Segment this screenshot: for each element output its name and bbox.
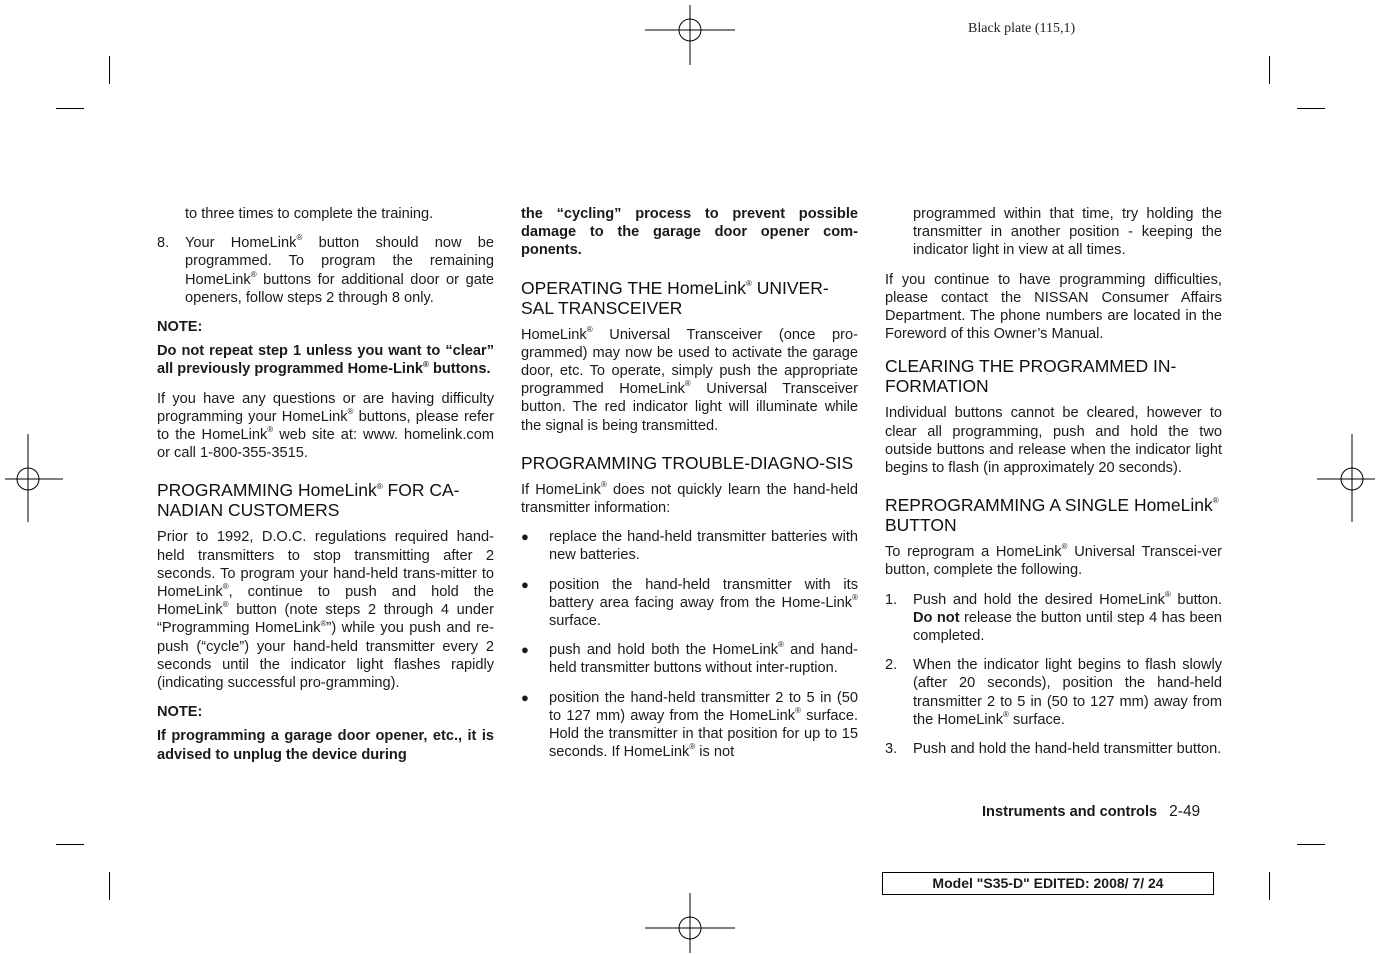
registered-mark: ® <box>745 278 752 288</box>
section-heading-operating: OPERATING THE HomeLink® UNIVER-SAL TRANSCEIVER <box>521 277 829 318</box>
registered-mark: ® <box>296 233 303 243</box>
crop-mark <box>56 844 84 845</box>
registered-mark: ® <box>347 406 354 416</box>
list-item: ● position the hand-held transmitter 2 to 5 in (50 to 127 mm) away from the HomeLink® surface. Hold the transmitter in that position for up to 15 seconds. If HomeLink® is not <box>521 689 859 761</box>
registered-mark: ® <box>586 324 593 334</box>
plate-label: Black plate (115,1) <box>968 21 1076 36</box>
bullet-icon: ● <box>521 642 529 658</box>
registered-mark: ® <box>795 706 801 715</box>
step-number: 3. <box>885 741 898 758</box>
step-1: 1. Push and hold the desired HomeLink® button. Do not release the button until step 4 has been completed. <box>885 589 1222 645</box>
step-8: 8. Your HomeLink® button should now be programmed. To program the remaining HomeLink® buttons for additional door or gate openers, follow steps 2 through 8 only. <box>157 233 494 306</box>
registered-mark: ® <box>1212 496 1219 506</box>
list-item: ● position the hand-held transmitter with its battery area facing away from the Home-Link® surface. <box>521 576 858 630</box>
crop-mark <box>1297 844 1325 845</box>
registered-mark: ® <box>1003 710 1009 719</box>
continued-text: to three times to complete the training. <box>185 206 434 222</box>
continued-note-text: the “cycling” process to prevent possible damage to the garage door opener com-ponents. <box>521 206 858 259</box>
crop-mark <box>109 872 110 900</box>
bullet-icon: ● <box>521 576 529 592</box>
continued-text: programmed within that time, try holding the transmitter in another position - keeping the indicator light in view at all times. <box>913 206 1222 259</box>
registered-mark: ® <box>778 640 784 650</box>
column-2 <box>521 205 858 772</box>
registration-mark-right <box>1307 434 1381 524</box>
column-1 <box>157 205 494 775</box>
registered-mark: ® <box>222 600 229 610</box>
section-heading-clearing: CLEARING THE PROGRAMMED IN-FORMATION <box>885 356 1177 397</box>
section-heading-trouble: PROGRAMMING TROUBLE-DIAGNO-SIS <box>521 452 854 473</box>
bullet-icon: ● <box>521 689 529 705</box>
registered-mark: ® <box>1164 589 1171 599</box>
list-item: ● push and hold both the HomeLink® and hand-held transmitter buttons without inter-ruption. <box>521 640 858 677</box>
note-heading: NOTE: <box>157 319 203 336</box>
registered-mark: ® <box>250 269 257 279</box>
registered-mark: ® <box>852 592 858 602</box>
step-3: 3. Push and hold the hand-held transmitter button. <box>885 741 1222 758</box>
registered-mark: ® <box>320 618 327 628</box>
note-text: If programming a garage door opener, etc., it is advised to unplug the device during <box>157 728 494 763</box>
section-heading-reprogramming: REPROGRAMMING A SINGLE HomeLink® BUTTON <box>885 495 1219 536</box>
column-3 <box>885 205 1222 769</box>
registered-mark: ® <box>600 479 607 489</box>
registered-mark: ® <box>1061 542 1068 552</box>
crop-mark <box>1269 56 1270 84</box>
step-2: 2. When the indicator light begins to flash slowly (after 20 seconds), position the hand-held transmitter 2 to 5 in (50 to 127 mm) away from the HomeLink® surface. <box>885 657 1222 728</box>
clearing-paragraph: Individual buttons cannot be cleared, however to clear all programming, push and hold the two outside buttons and release when the indicator light begins to flash (in approximately 20 seconds). <box>885 405 1222 477</box>
registered-mark: ® <box>423 359 429 369</box>
registered-mark: ® <box>684 379 691 389</box>
registration-mark-bottom <box>645 883 735 954</box>
operating-paragraph: HomeLink® Universal Transceiver (once pro-grammed) may now be used to activate the garage door, etc. To operate, simply push the appropriate programmed HomeLink® Universal Transceiver button. The red indicator light will illuminate while the signal is being transmitted. <box>521 324 858 434</box>
registration-mark-top <box>645 0 735 75</box>
list-item: ● replace the hand-held transmitter batteries with new batteries. <box>521 529 858 564</box>
registered-mark: ® <box>376 481 383 491</box>
questions-paragraph: If you have any questions or are having difficulty programming your HomeLink® buttons, please refer to the HomeLink® web site at: www. homelink.com or call 1-800-355-3515. <box>157 390 494 462</box>
difficulties-paragraph: If you continue to have programming difficulties, please contact the NISSAN Consumer Affairs Department. The phone numbers are located in the Foreword of this Owner’s Manual. <box>885 271 1222 343</box>
section-heading-canadian: PROGRAMMING HomeLink® FOR CA-NADIAN CUSTOMERS <box>157 480 460 521</box>
bullet-icon: ● <box>521 529 529 545</box>
section-name: Instruments and controls <box>982 804 1158 820</box>
reprogramming-intro: To reprogram a HomeLink® Universal Transcei-ver button, complete the following. <box>885 542 1222 579</box>
crop-mark <box>1297 108 1325 109</box>
trouble-intro: If HomeLink® does not quickly learn the hand-held transmitter information: <box>521 479 858 517</box>
note-text: Do not repeat step 1 unless you want to “clear” all previously programmed Home-Link® buttons. <box>157 343 494 378</box>
registered-mark: ® <box>689 742 696 752</box>
model-edited-box: Model "S35-D" EDITED: 2008/ 7/ 24 <box>882 872 1214 895</box>
crop-mark <box>109 56 110 84</box>
registered-mark: ® <box>222 582 229 592</box>
crop-mark <box>56 108 84 109</box>
page-number: 2-49 <box>1169 803 1201 820</box>
page-footer <box>982 803 1200 821</box>
crop-mark <box>1269 872 1270 900</box>
note-heading: NOTE: <box>157 704 203 721</box>
step-number: 1. <box>885 591 898 608</box>
registration-mark-left <box>0 434 73 524</box>
registered-mark: ® <box>267 425 274 435</box>
step-number: 8. <box>157 235 170 252</box>
canadian-paragraph: Prior to 1992, D.O.C. regulations required hand-held transmitters to stop transmitting after 2 seconds. To program your hand-held trans-mitter to HomeLink®, continue to push and hold the HomeLink® button (note steps 2 through 4 under “Programming HomeLink®”) while you push and re-push (“cycle”) your hand-held transmitter every 2 seconds until the indicator light flashes rapidly (indicating successful pro-gramming). <box>157 529 494 692</box>
step-number: 2. <box>885 657 898 674</box>
